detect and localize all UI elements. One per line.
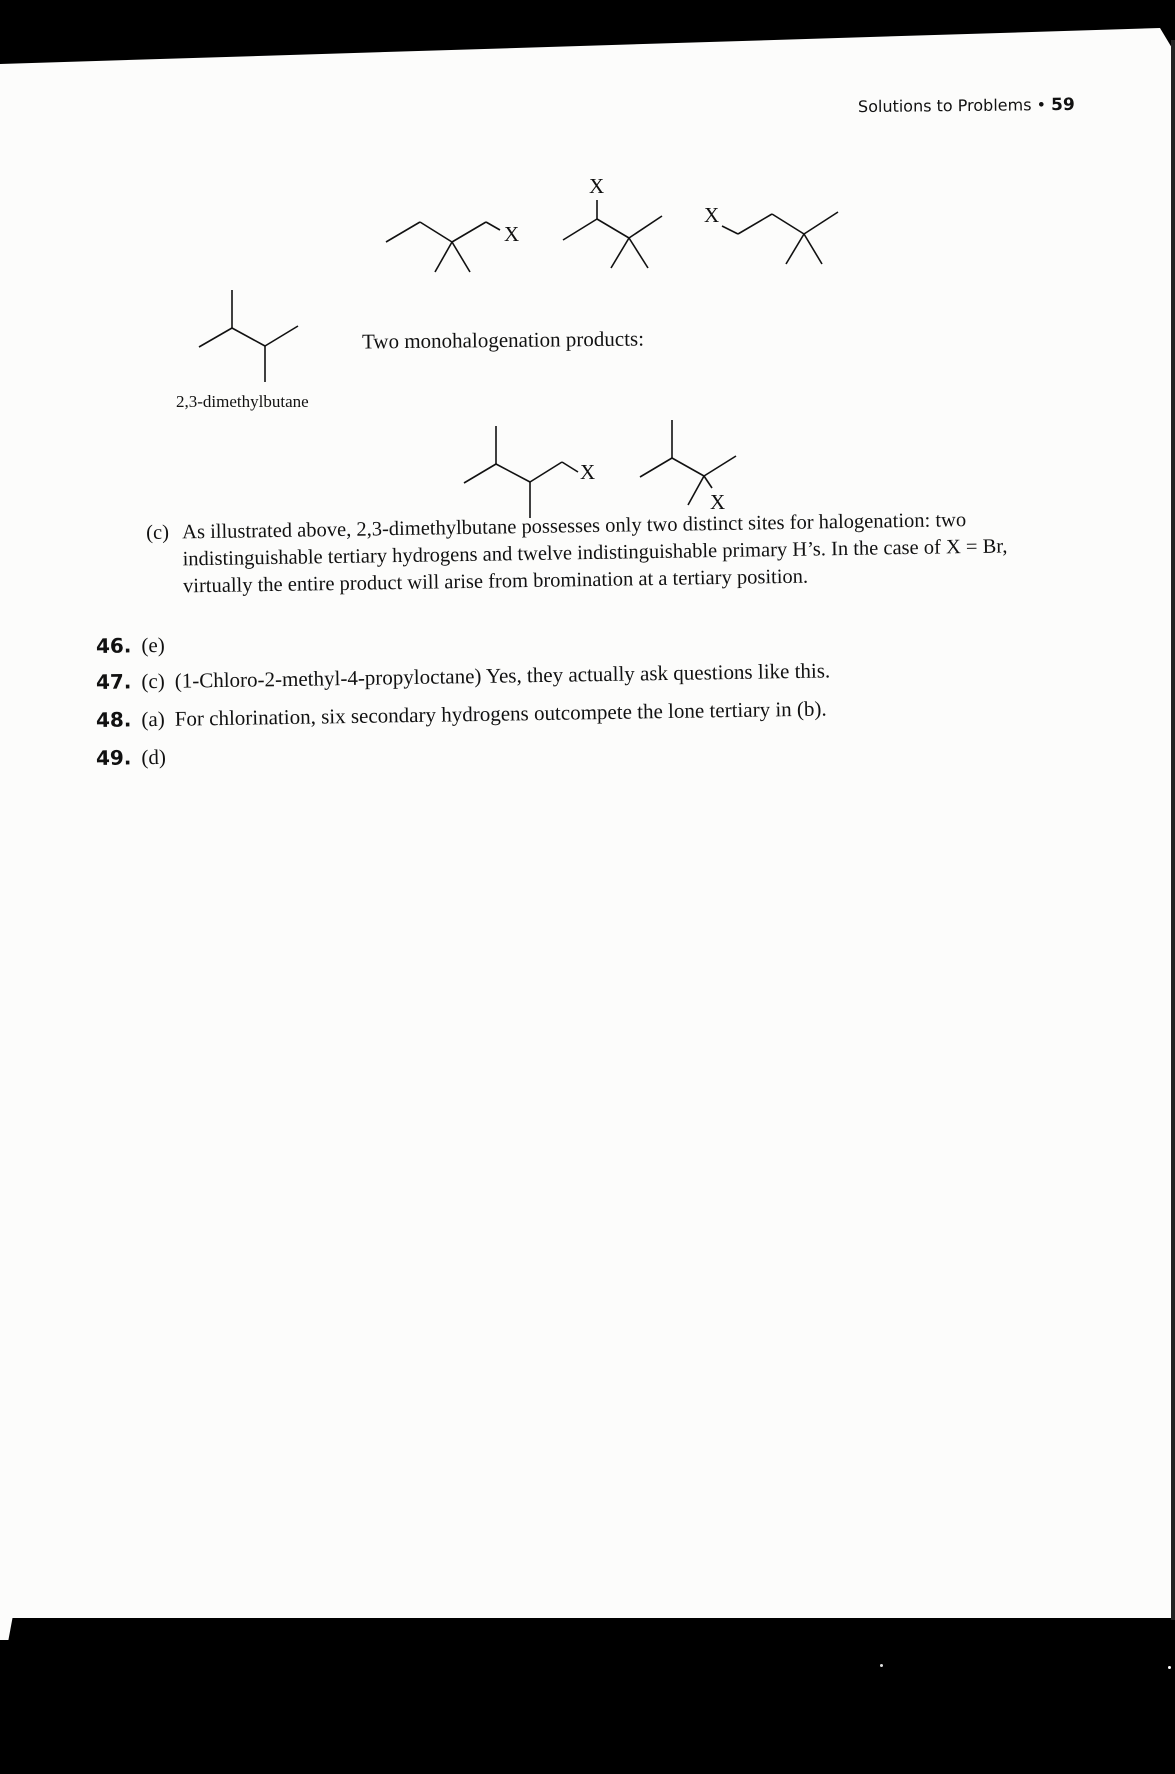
structure-top-3 xyxy=(722,212,838,264)
header-bullet: • xyxy=(1036,95,1047,115)
question-number: 47. xyxy=(95,669,132,694)
scan-speck xyxy=(1168,1666,1171,1669)
substituent-label: X xyxy=(710,490,726,514)
question-number: 46. xyxy=(95,633,132,658)
answer-part: (d) xyxy=(141,744,167,770)
answer-text: For chlorination, six secondary hydrogens outcompete the lone tertiary in (b). xyxy=(174,696,827,731)
paragraph-c xyxy=(146,506,1027,601)
structure-top-1 xyxy=(386,222,500,272)
molecule-caption: 2,3-dimethylbutane xyxy=(176,392,309,411)
answer-text: (1-Chloro-2-methyl-4-propyloctane) Yes, they actually ask questions like this. xyxy=(174,658,831,693)
paragraph-label: (c) xyxy=(146,521,170,544)
scan-speck xyxy=(880,1664,883,1667)
structure-dimethylbutane xyxy=(199,290,298,382)
answer-49 xyxy=(96,745,176,771)
substituent-label: X xyxy=(589,174,605,198)
structure-product-primary xyxy=(464,426,578,518)
substituent-label: X xyxy=(580,460,596,484)
question-number: 48. xyxy=(95,707,132,732)
structure-top-2 xyxy=(563,200,662,268)
products-intro: Two monohalogenation products: xyxy=(361,326,645,354)
answer-part: (c) xyxy=(141,668,165,694)
substituent-label: X xyxy=(704,203,720,227)
question-number: 49. xyxy=(95,745,132,770)
answer-part: (a) xyxy=(141,706,165,732)
answer-part: (e) xyxy=(141,632,165,658)
answer-46 xyxy=(96,633,175,659)
substituent-label: X xyxy=(504,222,520,246)
page-number: 59 xyxy=(1051,94,1075,116)
header-text: Solutions to Problems xyxy=(857,95,1032,117)
paragraph-text: As illustrated above, 2,3-dimethylbutane possesses only two distinct sites for halogenation: two indistinguishable tertiary hydrogens and twelve indistinguishable primary H’s. In the case of X = Br, virtually the entire product will arise from bromination at a tertiary position. xyxy=(182,509,1008,598)
